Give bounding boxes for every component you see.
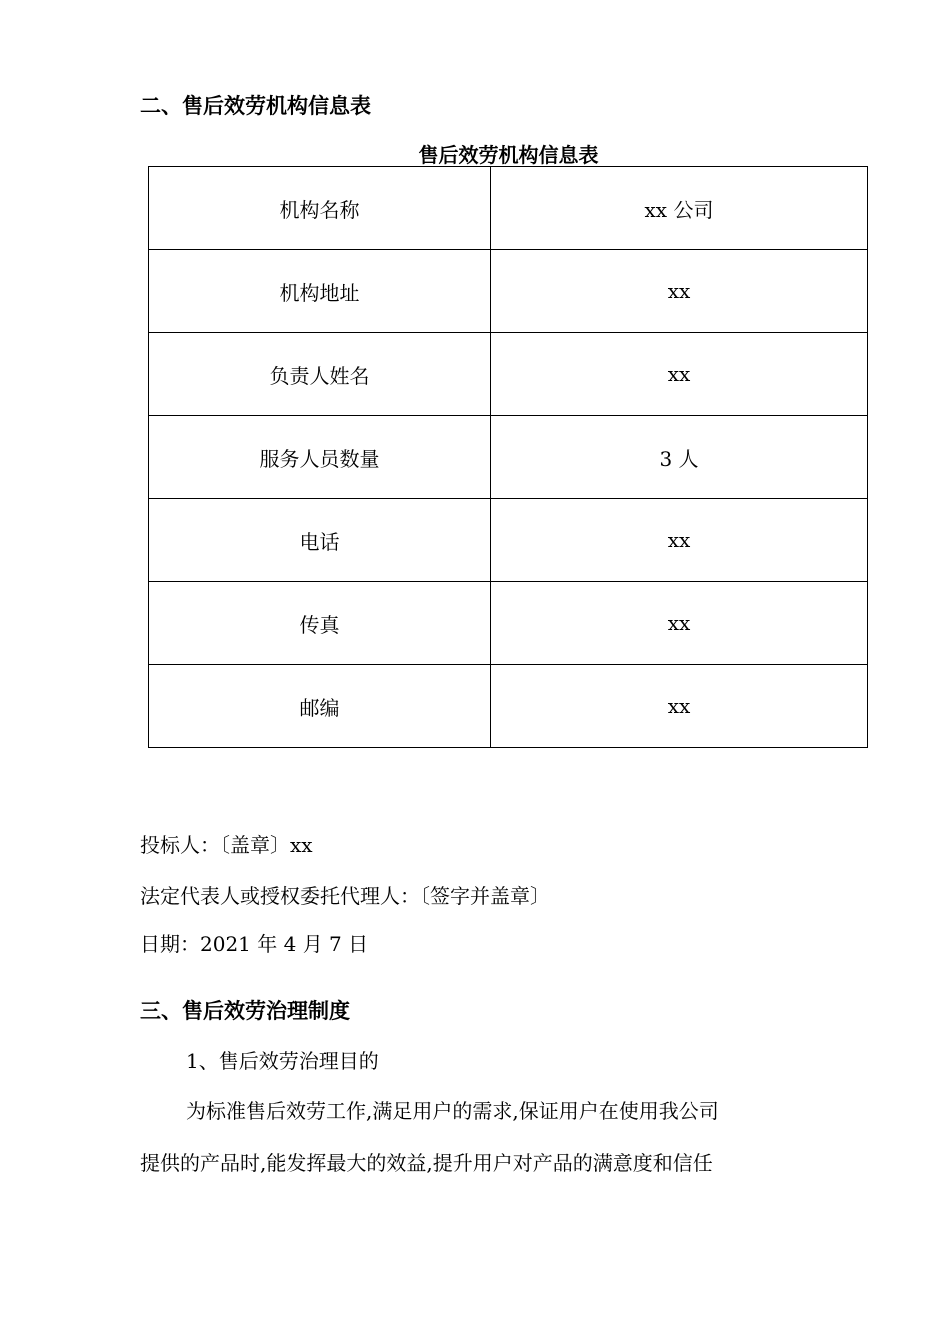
table-cell-value: xx — [491, 250, 868, 333]
subheading-purpose: 1、售后效劳治理目的 — [186, 1049, 379, 1073]
table-row — [149, 582, 868, 665]
table-row — [149, 167, 868, 250]
table-cell-value: xx — [491, 333, 868, 416]
paragraph-line: 为标准售后效劳工作,满足用户的需求,保证用户在使用我公司 — [186, 1099, 719, 1123]
table-caption: 售后效劳机构信息表 — [418, 143, 599, 167]
table-cell-label: 传真 — [149, 582, 491, 665]
paragraph-line: 提供的产品时,能发挥最大的效益,提升用户对产品的满意度和信任 — [140, 1151, 713, 1175]
section-heading-service-info: 二、售后效劳机构信息表 — [140, 94, 371, 118]
representative-line: 法定代表人或授权委托代理人：〔签字并盖章〕 — [140, 884, 550, 908]
table-cell-value: xx — [491, 665, 868, 748]
section-heading-service-management: 三、售后效劳治理制度 — [140, 999, 350, 1023]
table-cell-label: 机构地址 — [149, 250, 491, 333]
table-row — [149, 416, 868, 499]
table-row — [149, 665, 868, 748]
date-line: 日期：2021 年 4 月 7 日 — [140, 932, 369, 956]
service-info-table — [148, 166, 868, 748]
table-cell-value: xx 公司 — [491, 167, 868, 250]
table-cell-label: 邮编 — [149, 665, 491, 748]
table-row — [149, 499, 868, 582]
table-cell-value: xx — [491, 582, 868, 665]
table-row — [149, 250, 868, 333]
table-cell-label: 服务人员数量 — [149, 416, 491, 499]
table-cell-value: xx — [491, 499, 868, 582]
table-cell-label: 机构名称 — [149, 167, 491, 250]
table-row — [149, 333, 868, 416]
table-cell-label: 负责人姓名 — [149, 333, 491, 416]
table-cell-value: 3 人 — [491, 416, 868, 499]
table-cell-label: 电话 — [149, 499, 491, 582]
bidder-line: 投标人：〔盖章〕xx — [140, 833, 313, 857]
